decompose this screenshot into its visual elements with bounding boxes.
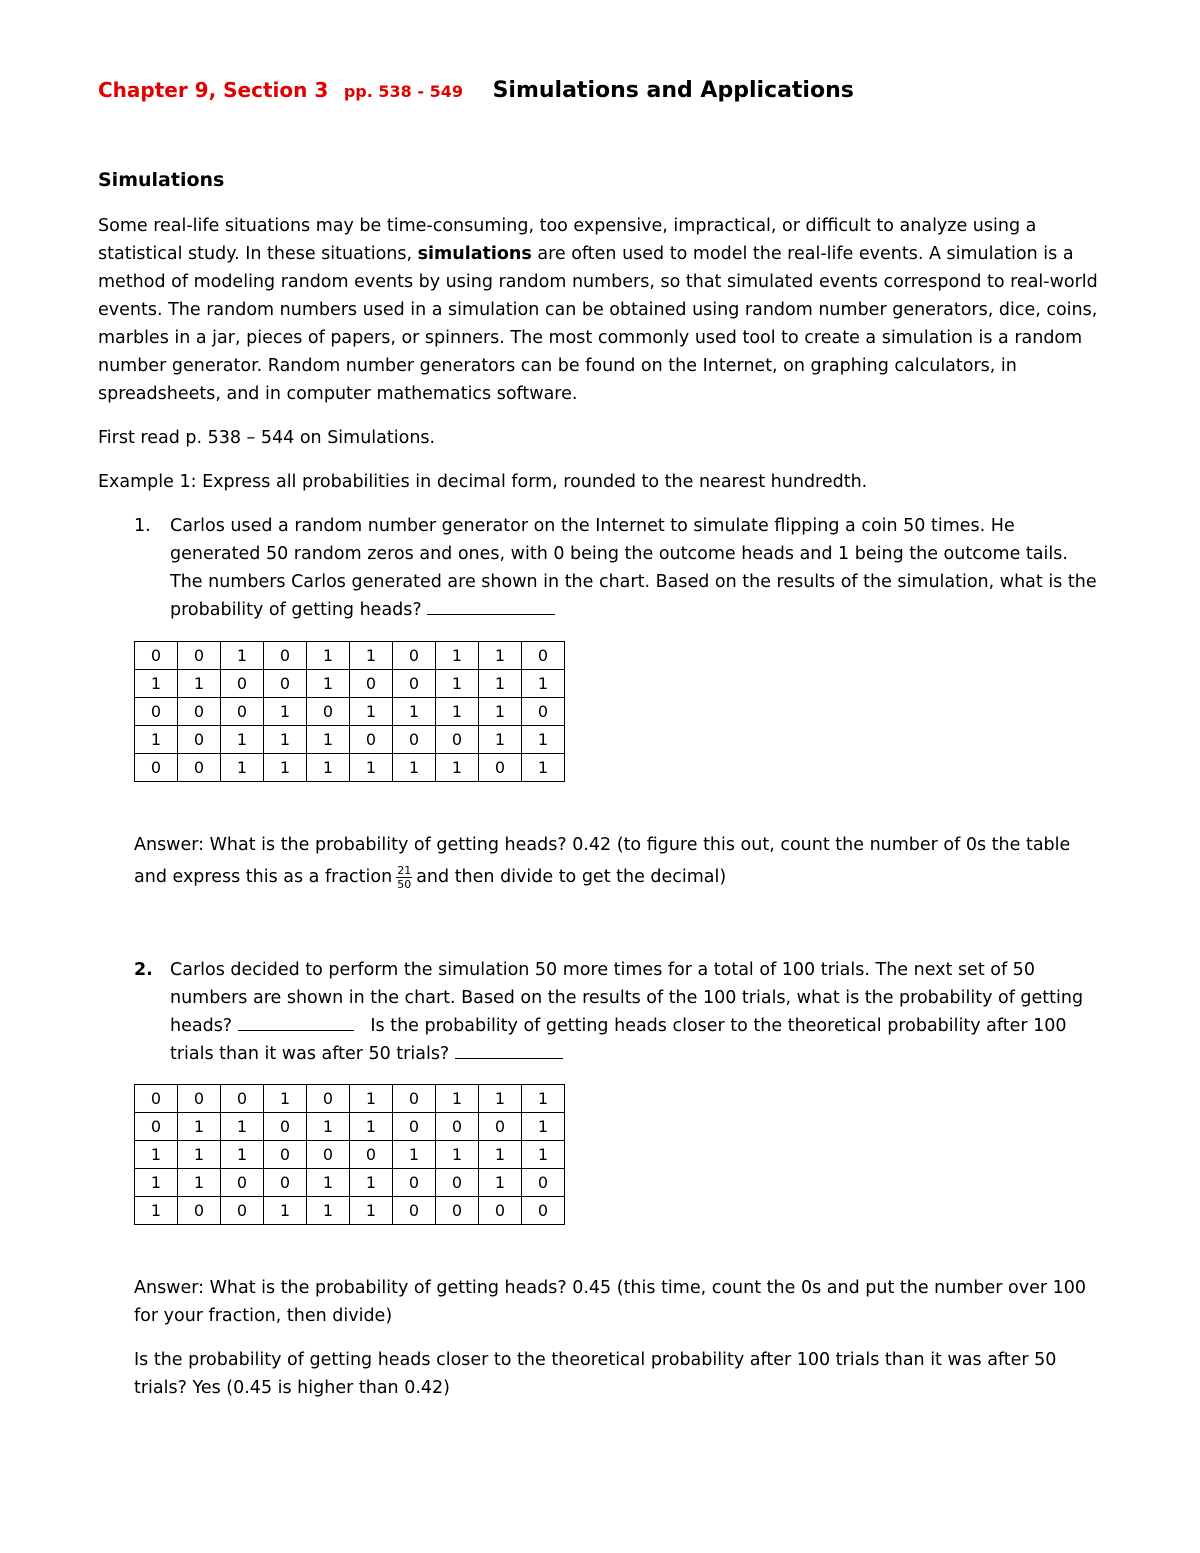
table-cell: 1: [178, 1169, 221, 1197]
table-cell: 1: [479, 642, 522, 670]
table-cell: 1: [522, 754, 565, 782]
table-row: [135, 726, 565, 754]
table-cell: 0: [178, 642, 221, 670]
table-row: [135, 670, 565, 698]
table-cell: 1: [264, 698, 307, 726]
table-cell: 1: [436, 1141, 479, 1169]
table-cell: 0: [264, 1169, 307, 1197]
table-cell: 1: [221, 726, 264, 754]
table-cell: 0: [135, 754, 178, 782]
question-2-text: Carlos decided to perform the simulation 50 more times for a total of 100 trials. The next set of 50 numbers are shown in the chart. Based on the results of the 100 trials, what is the probability of getting heads? Is the probability of getting heads closer to the theoretical probability after 100 trials than it was after 50 trials?: [170, 960, 1084, 1064]
table-row: [135, 1085, 565, 1113]
table-cell: 0: [436, 1169, 479, 1197]
table-cell: 1: [221, 754, 264, 782]
table-cell: 0: [350, 670, 393, 698]
answer-blank[interactable]: [238, 1012, 354, 1031]
table-cell: 1: [436, 1085, 479, 1113]
table-cell: 1: [135, 670, 178, 698]
table-cell: 1: [522, 1085, 565, 1113]
table-row: [135, 1197, 565, 1225]
table-row: [135, 1169, 565, 1197]
table-cell: 1: [350, 698, 393, 726]
table-cell: 1: [307, 1169, 350, 1197]
table-cell: 0: [522, 1169, 565, 1197]
table-cell: 0: [522, 1197, 565, 1225]
table-cell: 1: [522, 1113, 565, 1141]
table-cell: 0: [393, 1169, 436, 1197]
section-title: Simulations and Applications: [492, 78, 854, 103]
table-cell: 0: [522, 642, 565, 670]
table-cell: 0: [178, 1197, 221, 1225]
example-instruction: Example 1: Express all probabilities in decimal form, rounded to the nearest hundredth.: [98, 472, 868, 492]
table-cell: 1: [264, 1085, 307, 1113]
table-cell: 1: [522, 726, 565, 754]
table-cell: 0: [436, 726, 479, 754]
table-cell: 1: [522, 1141, 565, 1169]
table-cell: 1: [393, 698, 436, 726]
table-cell: 0: [522, 698, 565, 726]
question-1-text: Carlos used a random number generator on the Internet to simulate flipping a coin 50 times. He generated 50 random zeros and ones, with 0 being the outcome heads and 1 being the outcome tails. The numbers Carlos generated are shown in the chart. Based on the results of the simulation, what is the probability of getting heads?: [170, 516, 1097, 620]
table-cell: 0: [221, 1085, 264, 1113]
table-cell: 1: [307, 670, 350, 698]
table-cell: 1: [393, 754, 436, 782]
table-cell: 0: [135, 698, 178, 726]
table-cell: 1: [221, 642, 264, 670]
table-cell: 1: [135, 1169, 178, 1197]
page-title: [98, 74, 854, 108]
table-cell: 0: [393, 642, 436, 670]
reading-instruction: First read p. 538 – 544 on Simulations.: [98, 428, 436, 448]
table-cell: 0: [393, 1085, 436, 1113]
table-cell: 0: [393, 670, 436, 698]
table-cell: 1: [221, 1113, 264, 1141]
table-cell: 0: [178, 754, 221, 782]
table-cell: 1: [436, 698, 479, 726]
table-cell: 0: [221, 1169, 264, 1197]
table-cell: 0: [264, 1113, 307, 1141]
table-cell: 0: [350, 1141, 393, 1169]
table-cell: 1: [436, 754, 479, 782]
table-cell: 1: [479, 1169, 522, 1197]
intro-line: Some real-life situations may be time-consuming, too expensive, impractical, or difficult to analyze using a: [98, 216, 1037, 236]
table-cell: 1: [350, 642, 393, 670]
answer-blank[interactable]: [427, 596, 555, 615]
table-cell: 1: [307, 1113, 350, 1141]
fraction: $\frac{21}{50}$: [397, 863, 412, 891]
table-cell: 0: [221, 698, 264, 726]
table-cell: 1: [135, 726, 178, 754]
table-row: [135, 754, 565, 782]
answer-1: Answer: What is the probability of getting heads? 0.42 (to figure this out, count the number of 0s the table and express this as a fraction $\frac{21}{50}$ and then divide to get the decimal): [134, 835, 1071, 891]
table-cell: 0: [264, 642, 307, 670]
table-cell: 1: [135, 1141, 178, 1169]
section-heading: Simulations: [98, 169, 225, 191]
simulation-table-2: [134, 1084, 565, 1225]
table-cell: 0: [393, 726, 436, 754]
table-cell: 1: [522, 670, 565, 698]
table-cell: 1: [307, 726, 350, 754]
question-number: 2.: [134, 960, 153, 980]
table-cell: 0: [393, 1113, 436, 1141]
table-cell: 0: [135, 1113, 178, 1141]
answer-2: Answer: What is the probability of getting heads? 0.45 (this time, count the 0s and put the number over 100 for your fraction, then divide): [134, 1278, 1087, 1326]
table-cell: 1: [479, 670, 522, 698]
table-cell: 1: [350, 1113, 393, 1141]
table-cell: 0: [135, 642, 178, 670]
table-cell: 0: [479, 754, 522, 782]
table-cell: 1: [264, 726, 307, 754]
table-cell: 1: [307, 1197, 350, 1225]
table-cell: 0: [436, 1113, 479, 1141]
intro-line: statistical study. In these situations, simulations are often used to model the real-life events. A simulation is a: [98, 244, 1074, 264]
table-cell: 1: [135, 1197, 178, 1225]
intro-line: events. The random numbers used in a simulation can be obtained using random number generators, dice, coins,: [98, 300, 1098, 320]
table-row: [135, 642, 565, 670]
table-cell: 1: [307, 642, 350, 670]
table-row: [135, 1141, 565, 1169]
table-cell: 0: [479, 1197, 522, 1225]
table-cell: 0: [436, 1197, 479, 1225]
table-cell: 0: [479, 1113, 522, 1141]
closer-answer: Is the probability of getting heads closer to the theoretical probability after 100 trials than it was after 50 trials? Yes (0.45 is higher than 0.42): [134, 1350, 1057, 1398]
table-cell: 0: [178, 1085, 221, 1113]
table-cell: 0: [393, 1197, 436, 1225]
table-cell: 1: [178, 1141, 221, 1169]
table-cell: 0: [307, 698, 350, 726]
table-cell: 1: [178, 1113, 221, 1141]
table-cell: 0: [221, 1197, 264, 1225]
table-cell: 0: [221, 670, 264, 698]
table-row: [135, 698, 565, 726]
chapter-label: Chapter 9, Section 3: [98, 78, 329, 102]
table-cell: 0: [350, 726, 393, 754]
intro-line: marbles in a jar, pieces of papers, or spinners. The most commonly used tool to create a simulation is a random: [98, 328, 1083, 348]
table-cell: 1: [479, 726, 522, 754]
table-cell: 1: [264, 754, 307, 782]
table-cell: 0: [178, 726, 221, 754]
intro-line: spreadsheets, and in computer mathematics software.: [98, 384, 578, 404]
intro-line: number generator. Random number generators can be found on the Internet, on graphing calculators, in: [98, 356, 1017, 376]
table-cell: 1: [307, 754, 350, 782]
simulation-table-1: [134, 641, 565, 782]
table-cell: 1: [479, 1141, 522, 1169]
table-cell: 1: [479, 698, 522, 726]
table-row: [135, 1113, 565, 1141]
table-cell: 0: [307, 1141, 350, 1169]
table-cell: 1: [350, 1169, 393, 1197]
table-cell: 1: [350, 1197, 393, 1225]
table-cell: 0: [307, 1085, 350, 1113]
table-cell: 1: [221, 1141, 264, 1169]
table-cell: 1: [436, 670, 479, 698]
intro-paragraph: [98, 212, 1108, 408]
table-cell: 1: [264, 1197, 307, 1225]
question-number: 1.: [134, 516, 151, 536]
table-cell: 0: [264, 1141, 307, 1169]
table-cell: 1: [479, 1085, 522, 1113]
table-cell: 1: [436, 642, 479, 670]
table-cell: 1: [350, 754, 393, 782]
table-cell: 0: [264, 670, 307, 698]
table-cell: 1: [393, 1141, 436, 1169]
page-range: pp. 538 - 549: [343, 82, 463, 101]
table-cell: 1: [350, 1085, 393, 1113]
table-cell: 0: [135, 1085, 178, 1113]
table-cell: 0: [178, 698, 221, 726]
intro-line: method of modeling random events by using random numbers, so that simulated events correspond to real-world: [98, 272, 1098, 292]
answer-blank[interactable]: [455, 1040, 563, 1059]
table-cell: 1: [178, 670, 221, 698]
emphasis-term: simulations: [417, 244, 532, 264]
